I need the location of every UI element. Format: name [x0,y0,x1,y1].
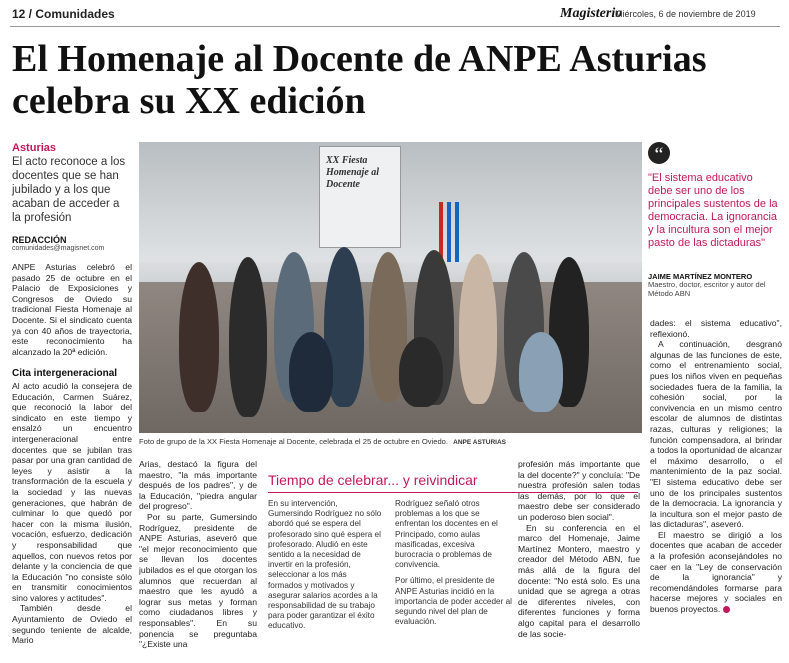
brand-logo: Magisterio [560,6,623,21]
quote-author-role: Maestro, doctor, escritor y autor del Método ABN [648,280,766,298]
person [289,332,333,412]
body-paragraph: A continuación, desgranó algunas de las funciones de este, como el entrenamiento social, pues los niños viven en pequeñas sociedades fuera de la familia, la cohesión social, por la convivencia en un mismo centro escolar de alumnos de distintas razas, culturas y religiones; la función compensadora, al brindar a todos la oportunidad de alcanzar el máximo desarrollo, o el mantenimiento de la paz social. "El sistema educativo debe ser uno de los principales sustentos de la democracia. La ignorancia y la incultura son el mejor pasto de las dictaduras", aseveró. [650,339,782,530]
quote-author: JAIME MARTÍNEZ MONTERO [648,272,753,281]
sidebar-box-column-2 [395,499,513,627]
body-paragraph: También desde el Ayuntamiento de Oviedo el segundo teniente de alcalde, Mario [12,603,132,646]
lead-paragraph: ANPE Asturias celebró el pasado 25 de octubre en el Palacio de Exposiciones y Congresos de Oviedo su tradicional Fiesta Homenaje al Docente. Si el sindicato cuenta ya con 40 años de trayectoria, este reconocimiento ha alcanzado la 20ª edición. [12,262,132,357]
header-rule [10,26,780,27]
person [229,257,267,417]
body-paragraph: En su conferencia en el marco del Homenaje, Jaime Martínez Montero, maestro y creador del Método ABN, fue más allá de la figura del docente: "No está solo. Es una unidad que se agrega a otras de diferentes niveles, con diferentes funciones y forma algo capital para el desarrollo de las socie- [518,522,640,639]
section-label: 12 / Comunidades [12,7,115,21]
flag [455,202,459,262]
body-paragraph: Al acto acudió la consejera de Educación, Carmen Suárez, que reconoció la labor del sindicato en este tiempo y ensalzó un encuentro intergeneracional entre docentes que se jubilan tras pasar por una gran cantidad de leyes y asistir a la transformación de la escuela y la sociedad y las nuevas generaciones, que habrán de culminar lo que quedó por hacer con la misma ilusión, vocación, esfuerzo, dedicación y responsabilidad que aquellos, con nuevos retos por delante y la conciencia de que la Educación "no consiste sólo en transmitir conocimientos sino valores y actitudes". [12,381,132,603]
body-text: El maestro se dirigió a los docentes que acaban de acceder a la profesión aconsejándoles no caer en la "Ley de conservación de la ignorancia" y recomendándoles formarse para hacerse mejores y sociales en buenos proyectos. [650,529,782,615]
person [519,332,563,412]
end-mark-icon [723,606,730,613]
caption-text: Foto de grupo de la XX Fiesta Homenaje al Docente, celebrada el 25 de octubre en Oviedo. [139,437,449,446]
box-paragraph: Rodríguez señaló otros problemas a los que se enfrentan los docentes en el Principado, como aulas masificadas, excesiva burocracia o problemas de convivencia. [395,499,498,570]
sidebar-box-title: Tiempo de celebrar... y reivindicar [268,472,478,488]
body-paragraph [650,530,782,615]
body-paragraph: profesión más importante que la del docente?" y concluía: "De nuestra profesión salen todas las demás, por lo que el maestro debe ser considerado un poderoso bien social". [518,459,640,522]
body-column-1 [12,381,132,646]
quote-icon: “ [648,142,670,164]
box-paragraph: En su intervención, Gumersindo Rodríguez no sólo abordó qué se espera del profesorado sino qué espera el profesorado. Aludió en este sentido a la necesidad de invertir en la profesión, seleccionar a los más formados y motivados y asegurar salarios acordes a la responsabilidad de su trabajo para poder garantizar el éxito educativo. [268,499,382,631]
intertitle: Cita intergeneracional [12,368,118,379]
group-photo [139,142,642,433]
body-paragraph: Por su parte, Gumersindo Rodríguez, presidente de ANPE Asturias, aseveró que "el mejor reconocimiento que se llevan los docentes jubilados es el que otorgan los alumnos que recuerdan al maestro que les ayudó a lograr sus metas y forman como ciudadanos libres y responsables". En su ponencia se preguntaba "¿Existe una [139,511,257,650]
page-header [0,0,789,28]
body-column-2 [139,459,257,650]
box-paragraph: Por último, el presidente de ANPE Asturias incidió en la importancia de poder acceder al segundo nivel del plan de evaluación. [395,576,512,627]
byline: REDACCIÓN [12,235,67,245]
issue-date: Miércoles, 6 de noviembre de 2019 [615,9,756,19]
headline: El Homenaje al Docente de ANPE Asturias celebra su XX edición [12,38,707,122]
subheadline: El acto reconoce a los docentes que se han jubilado y a los que acaban de acceder a la profesión [12,156,126,224]
screen-text: XX Fiesta Homenaje al Docente [326,155,380,190]
sidebar-box-column [268,499,382,632]
flag [447,202,451,262]
photo-credit: ANPE ASTURIAS [453,439,506,446]
person [399,337,443,407]
person [179,262,219,412]
body-paragraph: dades: el sistema educativo", reflexionó. [650,318,782,339]
photo-caption [139,437,642,446]
pull-quote: "El sistema educativo debe ser uno de los principales sustentos de la democracia. La ignorancia y la incultura son el mejor pasto de las dictaduras" [648,172,778,249]
byline-email[interactable]: comunidades@magisnet.com [12,245,105,252]
body-paragraph: Arias, destacó la figura del maestro, "la más importante después de los padres", y de la Educación, "piedra angular del progreso". [139,459,257,512]
region-label: Asturias [12,142,57,154]
projection-screen [319,146,401,248]
body-column-4 [518,459,640,639]
person [459,254,497,404]
body-column-5 [650,318,782,615]
